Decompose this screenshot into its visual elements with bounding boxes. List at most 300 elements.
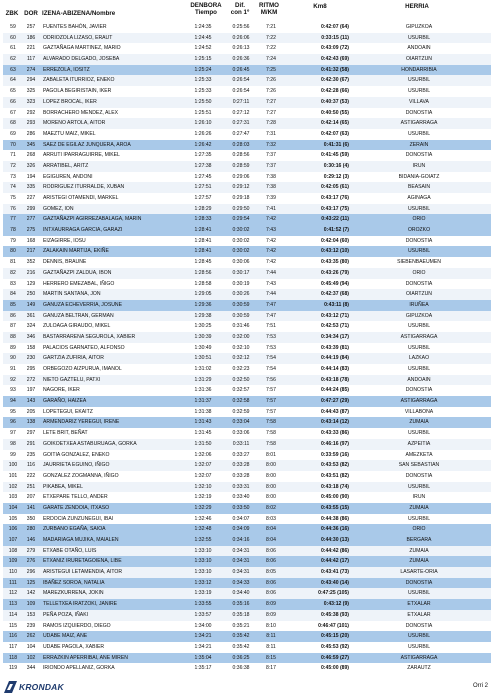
bib-cell: 239 bbox=[26, 622, 36, 629]
time-cell: 1:31:29 bbox=[194, 376, 212, 383]
name-cell: ZURBANO EGAÑA, SAIOA bbox=[43, 526, 106, 533]
bib-cell: 186 bbox=[26, 34, 36, 41]
pace-cell: 8:04 bbox=[266, 537, 276, 543]
km8-cell: 0:33:15 (11) bbox=[321, 34, 349, 41]
diff-cell: 0:30:06 bbox=[232, 259, 250, 266]
rank-cell: 107 bbox=[8, 537, 18, 543]
diff-cell: 0:31:46 bbox=[232, 323, 250, 330]
diff-cell: 0:36:38 bbox=[232, 665, 250, 672]
table-row bbox=[3, 108, 491, 119]
rank-cell: 108 bbox=[8, 547, 18, 554]
table-row bbox=[3, 43, 491, 54]
bib-cell: 230 bbox=[26, 355, 36, 362]
name-cell: UDABE PAGOLA, XABIER bbox=[43, 643, 105, 650]
pace-cell: 8:09 bbox=[266, 601, 276, 608]
pace-cell: 8:10 bbox=[266, 622, 276, 629]
km8-cell: 0:45:38 (93) bbox=[320, 611, 349, 618]
bib-cell: 129 bbox=[26, 280, 36, 287]
bib-cell: 250 bbox=[26, 291, 36, 298]
diff-cell: 0:35:16 bbox=[232, 601, 250, 608]
time-cell: 1:32:07 bbox=[194, 472, 212, 479]
time-cell: 1:28:45 bbox=[194, 259, 212, 266]
bib-cell: 216 bbox=[26, 269, 36, 276]
pace-cell: 7:58 bbox=[266, 419, 276, 426]
diff-cell: 0:34:40 bbox=[232, 590, 250, 597]
table-row bbox=[3, 257, 491, 268]
km8-cell: 0:46:47 (101) bbox=[318, 622, 349, 629]
diff-cell: 0:32:59 bbox=[232, 408, 250, 415]
name-cell: MORENO ARTOLA, AITOR bbox=[43, 120, 106, 127]
town-cell: DONOSTIA bbox=[405, 472, 433, 479]
name-cell: ZULOAGA GIRAUDO, MIKEL bbox=[43, 323, 111, 330]
bib-cell: 345 bbox=[26, 141, 36, 148]
name-cell: LOPEZ BROCAL, IKER bbox=[43, 98, 97, 105]
time-cell: 1:24:35 bbox=[194, 24, 212, 30]
table-row bbox=[3, 332, 491, 343]
pace-cell: 8:06 bbox=[266, 590, 276, 597]
pace-cell: 7:24 bbox=[266, 56, 276, 63]
time-cell: 1:28:33 bbox=[194, 216, 212, 223]
table-row bbox=[3, 97, 491, 108]
rank-cell: 112 bbox=[8, 590, 18, 597]
table-row bbox=[3, 86, 491, 97]
rank-cell: 100 bbox=[8, 462, 18, 469]
time-cell: 1:30:51 bbox=[194, 355, 212, 362]
pace-cell: 7:42 bbox=[266, 248, 276, 255]
km8-cell: 0:44:43 (87) bbox=[320, 408, 349, 415]
rank-cell: 93 bbox=[10, 387, 16, 394]
pace-cell: 7:22 bbox=[266, 45, 276, 52]
km8-cell: 0:34:34 (17) bbox=[320, 333, 349, 340]
town-cell: BIDANIA-GOIATZ bbox=[398, 173, 440, 180]
town-cell: ASTIGARRAGA bbox=[400, 120, 438, 127]
rank-cell: 103 bbox=[8, 494, 18, 501]
rank-cell: 62 bbox=[10, 56, 16, 63]
diff-cell: 0:32:10 bbox=[232, 344, 250, 351]
name-cell: ETXEPARE TELLO, ANDER bbox=[43, 494, 108, 501]
pace-cell: 8:00 bbox=[266, 462, 276, 469]
pace-cell: 7:44 bbox=[266, 291, 276, 298]
bib-cell: 286 bbox=[26, 130, 36, 137]
name-cell: ZABALETA ITURRIOZ, ENEKO bbox=[43, 77, 115, 84]
km8-cell: 0:33:59 (16) bbox=[320, 451, 349, 458]
km8-cell: 0:30:16 (4) bbox=[323, 162, 349, 169]
rank-cell: 99 bbox=[10, 451, 16, 458]
name-cell: SAEZ DE EGILAZ JUNQUERA, AROA bbox=[43, 141, 131, 148]
km8-cell: 0:43:41 (73) bbox=[320, 569, 349, 576]
name-cell: RAMOS IZQUIERDO, DIEGO bbox=[43, 622, 111, 629]
table-row bbox=[3, 161, 491, 172]
town-cell: IRUÑEA bbox=[409, 301, 429, 308]
time-cell: 1:24:52 bbox=[194, 45, 212, 52]
pace-cell: 8:05 bbox=[266, 569, 276, 576]
bib-cell: 125 bbox=[26, 579, 36, 586]
town-cell: DONOSTIA bbox=[405, 387, 433, 394]
rank-cell: 119 bbox=[8, 665, 18, 672]
name-cell: GOITIA GONZALEZ, ENEKO bbox=[43, 451, 110, 458]
rank-cell: 115 bbox=[8, 622, 18, 629]
pace-cell: 8:01 bbox=[266, 451, 276, 458]
km8-cell: 0:42:07 (64) bbox=[320, 24, 349, 30]
pace-cell: 7:26 bbox=[266, 88, 276, 95]
name-cell: ERRAZKIN APERRIBAI, ANE MIREN bbox=[43, 654, 128, 661]
table-row bbox=[3, 246, 491, 257]
time-cell: 1:33:10 bbox=[194, 558, 212, 565]
town-cell: OIARTZUN bbox=[406, 56, 432, 63]
diff-cell: 0:32:12 bbox=[232, 355, 250, 362]
bib-cell: 168 bbox=[26, 237, 36, 244]
time-cell: 1:34:21 bbox=[194, 643, 212, 650]
time-cell: 1:28:41 bbox=[194, 237, 212, 244]
pace-cell: 7:47 bbox=[266, 312, 276, 319]
table-row bbox=[3, 492, 491, 503]
bib-cell: 146 bbox=[26, 537, 36, 543]
town-cell: DONOSTIA bbox=[405, 579, 433, 586]
pace-cell: 7:53 bbox=[266, 344, 276, 351]
diff-cell: 0:30:02 bbox=[232, 227, 250, 234]
km8-cell: 0:41:31 (6) bbox=[323, 141, 349, 148]
pace-cell: 8:02 bbox=[266, 504, 276, 511]
time-cell: 1:31:50 bbox=[194, 440, 212, 447]
town-cell: USURBIL bbox=[407, 643, 431, 650]
km8-cell: 0:43:12 (10) bbox=[320, 248, 349, 255]
rank-cell: 109 bbox=[8, 558, 18, 565]
time-cell: 1:25:50 bbox=[194, 98, 212, 105]
time-cell: 1:28:29 bbox=[194, 205, 212, 212]
diff-cell: 0:27:47 bbox=[232, 130, 250, 137]
diff-cell: 0:28:59 bbox=[232, 162, 250, 169]
pace-cell: 7:41 bbox=[266, 205, 276, 212]
rank-cell: 74 bbox=[10, 184, 16, 191]
time-cell: 1:26:42 bbox=[194, 141, 212, 148]
diff-cell: 0:29:06 bbox=[232, 173, 250, 180]
pace-cell: 8:09 bbox=[266, 611, 276, 618]
time-cell: 1:25:15 bbox=[194, 56, 212, 63]
pace-cell: 7:37 bbox=[266, 162, 276, 169]
name-cell: ERREZOLA, IOSITZ bbox=[43, 66, 90, 73]
km8-cell: 0:47:27 (29) bbox=[320, 398, 349, 405]
pace-cell: 7:57 bbox=[266, 398, 276, 405]
km8-cell: 0:43:40 (14) bbox=[320, 579, 349, 586]
pace-cell: 8:00 bbox=[266, 494, 276, 501]
pace-cell: 8:11 bbox=[266, 633, 276, 640]
town-cell: IRUN bbox=[412, 494, 426, 501]
bib-cell: 361 bbox=[26, 312, 36, 319]
diff-cell: 0:34:07 bbox=[232, 515, 250, 522]
bib-cell: 221 bbox=[26, 45, 36, 52]
diff-cell: 0:35:21 bbox=[232, 622, 250, 629]
rank-cell: 102 bbox=[8, 483, 18, 490]
bib-cell: 272 bbox=[26, 376, 36, 383]
diff-cell: 0:32:58 bbox=[232, 398, 250, 405]
header-denbora: DENBORA Tiempo bbox=[190, 2, 222, 16]
diff-cell: 0:36:25 bbox=[232, 654, 250, 661]
table-row bbox=[3, 22, 491, 33]
diff-cell: 0:30:59 bbox=[232, 312, 250, 319]
rank-cell: 82 bbox=[10, 269, 16, 276]
rank-cell: 70 bbox=[10, 141, 16, 148]
time-cell: 1:24:45 bbox=[194, 34, 212, 41]
bib-cell: 292 bbox=[26, 109, 36, 116]
town-cell: AMEZKETA bbox=[405, 451, 433, 458]
name-cell: GANUZA BELTRAN, GERMAN bbox=[43, 312, 114, 319]
rank-cell: 111 bbox=[9, 579, 17, 586]
name-cell: GOMEZ, ION bbox=[43, 205, 74, 212]
rank-cell: 67 bbox=[10, 109, 16, 116]
results-table bbox=[3, 22, 491, 674]
rank-cell: 95 bbox=[10, 408, 16, 415]
rank-cell: 90 bbox=[10, 355, 16, 362]
pace-cell: 7:38 bbox=[266, 184, 276, 191]
table-row bbox=[3, 129, 491, 140]
time-cell: 1:25:24 bbox=[194, 66, 212, 73]
table-row bbox=[3, 311, 491, 322]
name-cell: BASTARRARENA SEGUROLA, XABIER bbox=[43, 333, 136, 340]
name-cell: MARTIN SANTANA, JON bbox=[43, 291, 101, 298]
town-cell: ZUMAIA bbox=[409, 558, 429, 565]
table-row bbox=[3, 450, 491, 461]
time-cell: 1:26:10 bbox=[194, 120, 212, 127]
name-cell: RODRIGUEZ ITURRALDE, XUBAN bbox=[43, 184, 125, 191]
km8-cell: 0:43:12 (71) bbox=[320, 312, 349, 319]
name-cell: GONZALEZ ZOGMANNA, IÑIGO bbox=[43, 472, 119, 479]
bib-cell: 116 bbox=[26, 462, 36, 469]
name-cell: GAZTAÑAGA MARTINEZ, MARIO bbox=[43, 45, 121, 52]
bib-cell: 142 bbox=[26, 590, 36, 597]
town-cell: USURBIL bbox=[407, 344, 431, 351]
pace-cell: 7:54 bbox=[266, 366, 276, 372]
bib-cell: 227 bbox=[26, 195, 36, 201]
town-cell: VILLAVA bbox=[409, 98, 429, 105]
pace-cell: 7:22 bbox=[266, 34, 276, 41]
town-cell: ZUMAIA bbox=[409, 419, 429, 426]
time-cell: 1:28:56 bbox=[194, 269, 212, 276]
table-header bbox=[0, 0, 494, 22]
bib-cell: 194 bbox=[26, 173, 36, 180]
bib-cell: 205 bbox=[26, 408, 36, 415]
km8-cell: 0:42:28 (66) bbox=[320, 88, 349, 95]
time-cell: 1:32:46 bbox=[194, 515, 212, 522]
pace-cell: 8:00 bbox=[266, 483, 276, 490]
bib-cell: 235 bbox=[26, 451, 36, 458]
bib-cell: 141 bbox=[26, 504, 36, 511]
town-cell: HONDARRIBIA bbox=[401, 66, 437, 73]
header-herria: HERRIA bbox=[405, 3, 429, 10]
pace-cell: 7:47 bbox=[266, 301, 276, 308]
rank-cell: 98 bbox=[10, 440, 16, 447]
pace-cell: 7:43 bbox=[266, 227, 276, 234]
town-cell: SAN SEBASTIAN bbox=[398, 462, 440, 469]
name-cell: PIKABEA, MIKEL bbox=[43, 483, 83, 490]
table-row bbox=[3, 182, 491, 193]
km8-cell: 0:45:00 (90) bbox=[320, 494, 349, 501]
name-cell: ARISTEGUI LETAMENDIA, AITOR bbox=[43, 569, 123, 576]
rank-cell: 114 bbox=[8, 611, 18, 618]
town-cell: OROZKO bbox=[407, 227, 431, 234]
pace-cell: 7:42 bbox=[266, 216, 276, 223]
rank-cell: 104 bbox=[8, 504, 18, 511]
time-cell: 1:28:58 bbox=[194, 280, 212, 287]
rank-cell: 97 bbox=[10, 430, 16, 437]
rank-cell: 66 bbox=[10, 98, 16, 105]
km8-cell: 0:43:35 (80) bbox=[320, 259, 349, 266]
diff-cell: 0:33:28 bbox=[232, 472, 250, 479]
bib-cell: 251 bbox=[26, 483, 36, 490]
time-cell: 1:30:25 bbox=[194, 323, 212, 330]
pace-cell: 7:58 bbox=[266, 430, 276, 437]
name-cell: GARATE ZENDOIA, ITXASO bbox=[43, 504, 110, 511]
time-cell: 1:28:41 bbox=[194, 248, 212, 255]
time-cell: 1:32:48 bbox=[194, 526, 212, 533]
town-cell: USURBIL bbox=[407, 130, 431, 137]
pace-cell: 7:53 bbox=[266, 333, 276, 340]
krondak-logo-icon bbox=[4, 681, 17, 693]
name-cell: PALACIOS GARNATEO, ALFONSO bbox=[43, 344, 125, 351]
time-cell: 1:32:10 bbox=[194, 483, 212, 490]
town-cell: USURBIL bbox=[407, 590, 431, 597]
table-row bbox=[3, 65, 491, 76]
rank-cell: 75 bbox=[10, 195, 16, 201]
town-cell: OIARTZUN bbox=[406, 291, 432, 298]
km8-cell: 0:45:15 (20) bbox=[320, 633, 349, 640]
name-cell: ARRATIBEL, ARITZ bbox=[43, 162, 89, 169]
km8-cell: 0:44:30 (13) bbox=[320, 537, 349, 543]
table-row bbox=[3, 150, 491, 161]
town-cell: ANDOAIN bbox=[407, 376, 431, 383]
bib-cell: 324 bbox=[26, 323, 36, 330]
diff-cell: 0:26:45 bbox=[232, 66, 250, 73]
rank-cell: 76 bbox=[10, 205, 16, 212]
km8-cell: 0:42:37 (68) bbox=[320, 291, 349, 298]
time-cell: 1:26:26 bbox=[194, 130, 212, 137]
rank-cell: 118 bbox=[8, 654, 18, 661]
time-cell: 1:31:37 bbox=[194, 398, 212, 405]
diff-cell: 0:30:02 bbox=[232, 248, 250, 255]
bib-cell: 291 bbox=[26, 440, 36, 447]
name-cell: GAZTAÑAZPI AGIRREZABALAGA, MARIN bbox=[43, 216, 142, 223]
header-ritmo: RITMO M/KM bbox=[259, 2, 279, 16]
town-cell: ETXALAR bbox=[407, 601, 431, 608]
bib-cell: 326 bbox=[26, 162, 36, 169]
name-cell: EIZAGIRRE, IOSU bbox=[43, 237, 86, 244]
town-cell: VILLABONA bbox=[404, 408, 434, 415]
table-row bbox=[3, 524, 491, 535]
bib-cell: 344 bbox=[26, 665, 36, 672]
bib-cell: 299 bbox=[26, 205, 36, 212]
name-cell: ZALAKAIN MARTIJA, EKIÑE bbox=[43, 248, 109, 255]
rank-cell: 77 bbox=[10, 216, 16, 223]
name-cell: MAREZKURRENA, JOKIN bbox=[43, 590, 104, 597]
town-cell: DONOSTIA bbox=[405, 622, 433, 629]
table-row bbox=[3, 546, 491, 557]
town-cell: ANDOAIN bbox=[407, 45, 431, 52]
rank-cell: 64 bbox=[10, 77, 16, 84]
time-cell: 1:27:35 bbox=[194, 152, 212, 159]
diff-cell: 0:30:17 bbox=[232, 269, 250, 276]
diff-cell: 0:28:56 bbox=[232, 152, 250, 159]
km8-cell: 0:43:22 (11) bbox=[321, 216, 349, 223]
diff-cell: 0:34:16 bbox=[232, 537, 250, 543]
diff-cell: 0:25:56 bbox=[232, 24, 250, 30]
header-dor: DOR bbox=[24, 10, 38, 17]
km8-cell: 0:42:05 (61) bbox=[320, 184, 349, 191]
pace-cell: 7:57 bbox=[266, 387, 276, 394]
diff-cell: 0:26:54 bbox=[232, 88, 250, 95]
time-cell: 1:30:49 bbox=[194, 344, 212, 351]
time-cell: 1:27:45 bbox=[194, 173, 212, 180]
rank-cell: 86 bbox=[10, 312, 16, 319]
bib-cell: 275 bbox=[26, 227, 36, 234]
table-row bbox=[3, 75, 491, 86]
town-cell: USURBIL bbox=[407, 34, 431, 41]
table-row bbox=[3, 343, 491, 354]
table-row bbox=[3, 535, 491, 546]
header-name: IZENA-ABIZENA/Nombre bbox=[42, 10, 116, 17]
diff-cell: 0:33:11 bbox=[232, 440, 250, 447]
table-row bbox=[3, 482, 491, 493]
pace-cell: 7:32 bbox=[266, 141, 276, 148]
bib-cell: 346 bbox=[26, 333, 36, 340]
table-row bbox=[3, 428, 491, 439]
km8-cell: 0:41:45 (59) bbox=[320, 152, 349, 159]
table-row bbox=[3, 118, 491, 129]
pace-cell: 8:17 bbox=[266, 665, 276, 672]
rank-cell: 87 bbox=[10, 323, 16, 330]
time-cell: 1:33:57 bbox=[194, 611, 212, 618]
rank-cell: 117 bbox=[8, 643, 18, 650]
km8-cell: 0:40:37 (53) bbox=[320, 98, 349, 105]
bib-cell: 279 bbox=[26, 547, 36, 554]
rank-cell: 94 bbox=[10, 398, 16, 405]
km8-cell: 0:29:12 (3) bbox=[323, 173, 349, 180]
rank-cell: 61 bbox=[10, 45, 16, 52]
pace-cell: 8:06 bbox=[266, 579, 276, 586]
time-cell: 1:31:43 bbox=[194, 419, 212, 426]
pace-cell: 7:42 bbox=[266, 259, 276, 266]
table-row bbox=[3, 610, 491, 621]
time-cell: 1:27:57 bbox=[194, 195, 212, 201]
table-row bbox=[3, 599, 491, 610]
time-cell: 1:27:38 bbox=[194, 162, 212, 169]
name-cell: ORBEGOZO AIZPURUA, IMANOL bbox=[43, 366, 122, 372]
rank-cell: 83 bbox=[10, 280, 16, 287]
km8-cell: 0:43:14 (12) bbox=[320, 419, 349, 426]
km8-cell: 0:44:19 (84) bbox=[320, 355, 349, 362]
rank-cell: 71 bbox=[10, 152, 16, 159]
name-cell: GAZTAÑAZPI ZALDUA, IBON bbox=[43, 269, 112, 276]
rank-cell: 59 bbox=[10, 24, 16, 30]
km8-cell: 0:41:52 (7) bbox=[323, 227, 349, 234]
diff-cell: 0:34:09 bbox=[232, 526, 250, 533]
name-cell: PAGOLA BEGIRISTAIN, IKER bbox=[43, 88, 112, 95]
bib-cell: 109 bbox=[26, 601, 36, 608]
time-cell: 1:32:29 bbox=[194, 504, 212, 511]
rank-cell: 72 bbox=[10, 162, 16, 169]
km8-cell: 0:43:18 (74) bbox=[320, 483, 349, 490]
time-cell: 1:32:19 bbox=[194, 494, 212, 501]
table-row bbox=[3, 556, 491, 567]
km8-cell: 0:42:30 (67) bbox=[320, 77, 349, 84]
diff-cell: 0:29:54 bbox=[232, 216, 250, 223]
km8-cell: 0:43:11 (8) bbox=[324, 301, 349, 308]
diff-cell: 0:33:06 bbox=[232, 430, 250, 437]
diff-cell: 0:33:04 bbox=[232, 419, 250, 426]
town-cell: ASTIGARRAGA bbox=[400, 654, 438, 661]
km8-cell: 0:41:32 (58) bbox=[320, 66, 349, 73]
name-cell: GOIKOETXEA ASTABURUAGA, GORKA bbox=[43, 440, 137, 447]
town-cell: ORIO bbox=[412, 269, 426, 276]
diff-cell: 0:33:28 bbox=[232, 462, 250, 469]
